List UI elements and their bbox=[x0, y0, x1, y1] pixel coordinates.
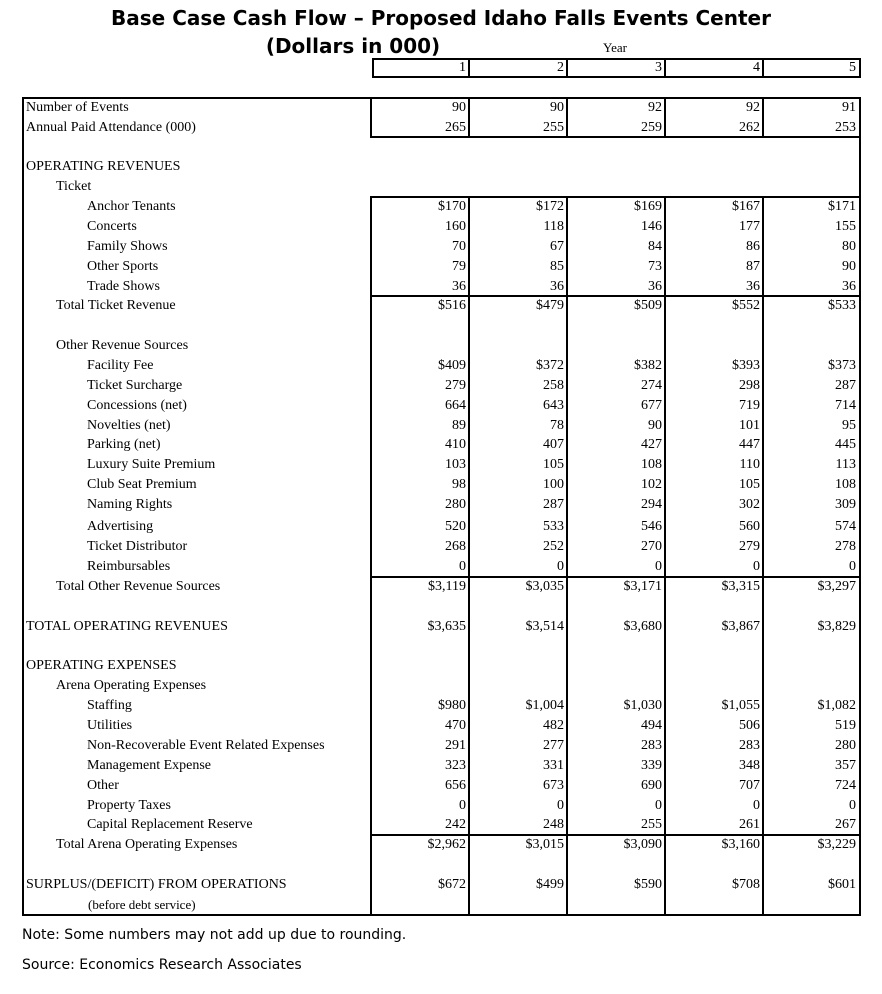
row-value: 331 bbox=[543, 758, 564, 773]
row-value: 160 bbox=[445, 219, 466, 234]
row-value: 101 bbox=[739, 418, 760, 433]
row-value: 90 bbox=[452, 100, 466, 115]
row-label: Number of Events bbox=[26, 100, 129, 115]
row-label: Other bbox=[87, 778, 119, 793]
row-label: Naming Rights bbox=[87, 497, 173, 512]
row-label: Novelties (net) bbox=[87, 418, 171, 433]
row-value: 95 bbox=[842, 418, 856, 433]
row-value: 248 bbox=[543, 817, 564, 832]
row-value: 407 bbox=[543, 437, 564, 452]
row-value: 664 bbox=[445, 398, 466, 413]
row-value: 86 bbox=[746, 239, 760, 254]
row-value: $601 bbox=[828, 877, 856, 892]
row-value: 283 bbox=[739, 738, 760, 753]
row-value: 445 bbox=[835, 437, 856, 452]
row-value: 177 bbox=[739, 219, 760, 234]
row-value: $2,962 bbox=[427, 837, 466, 852]
row-value: $3,514 bbox=[525, 619, 564, 634]
row-value: 724 bbox=[835, 778, 856, 793]
row-value: 0 bbox=[459, 559, 466, 574]
row-value: 309 bbox=[835, 497, 856, 512]
row-value: 155 bbox=[835, 219, 856, 234]
row-value: 0 bbox=[753, 559, 760, 574]
year-label: Year bbox=[603, 40, 627, 55]
row-label: Concerts bbox=[87, 219, 137, 234]
row-value: 277 bbox=[543, 738, 564, 753]
row-label: Anchor Tenants bbox=[87, 199, 176, 214]
row-value: 255 bbox=[641, 817, 662, 832]
row-value: 78 bbox=[550, 418, 564, 433]
row-value: $3,119 bbox=[428, 579, 466, 594]
row-value: 519 bbox=[835, 718, 856, 733]
row-value: 258 bbox=[543, 378, 564, 393]
row-value: $499 bbox=[536, 877, 564, 892]
row-label: Annual Paid Attendance (000) bbox=[26, 120, 196, 135]
row-value: 0 bbox=[753, 798, 760, 813]
row-value: 427 bbox=[641, 437, 662, 452]
year-header-divider bbox=[664, 58, 666, 78]
row-value: 84 bbox=[648, 239, 662, 254]
row-label: Reimbursables bbox=[87, 559, 171, 574]
row-value: 70 bbox=[452, 239, 466, 254]
row-value: 89 bbox=[452, 418, 466, 433]
row-value: 270 bbox=[641, 539, 662, 554]
row-value: 146 bbox=[641, 219, 662, 234]
row-value: 98 bbox=[452, 477, 466, 492]
row-label: Facility Fee bbox=[87, 358, 154, 373]
year-header-divider bbox=[468, 58, 470, 78]
row-value: 36 bbox=[452, 279, 466, 294]
row-label: Ticket bbox=[56, 179, 92, 194]
row-value: 105 bbox=[739, 477, 760, 492]
row-value: $3,035 bbox=[525, 579, 564, 594]
row-value: $1,030 bbox=[623, 698, 662, 713]
row-value: 707 bbox=[739, 778, 760, 793]
row-value: 36 bbox=[746, 279, 760, 294]
row-value: 73 bbox=[648, 259, 662, 274]
row-value: 494 bbox=[641, 718, 662, 733]
row-value: 36 bbox=[648, 279, 662, 294]
row-value: 113 bbox=[835, 457, 856, 472]
row-value: 91 bbox=[842, 100, 856, 115]
row-value: 298 bbox=[739, 378, 760, 393]
source-note: Source: Economics Research Associates bbox=[22, 957, 302, 973]
rounding-note: Note: Some numbers may not add up due to rounding. bbox=[22, 927, 407, 943]
row-value: $3,680 bbox=[623, 619, 662, 634]
year-header-4: 4 bbox=[753, 60, 760, 75]
row-value: 252 bbox=[543, 539, 564, 554]
row-label: Other Sports bbox=[87, 259, 159, 274]
row-value: 279 bbox=[445, 378, 466, 393]
row-value: 0 bbox=[557, 798, 564, 813]
row-label: Club Seat Premium bbox=[87, 477, 197, 492]
row-value: $672 bbox=[438, 877, 466, 892]
row-value: 410 bbox=[445, 437, 466, 452]
row-value: 0 bbox=[459, 798, 466, 813]
table-subtitle: (Dollars in 000) bbox=[265, 34, 441, 58]
row-value: 0 bbox=[557, 559, 564, 574]
row-value: $479 bbox=[536, 298, 564, 313]
row-label: SURPLUS/(DEFICIT) FROM OPERATIONS bbox=[26, 877, 287, 892]
row-value: 447 bbox=[739, 437, 760, 452]
row-value: $1,055 bbox=[721, 698, 760, 713]
row-value: 656 bbox=[445, 778, 466, 793]
row-value: $590 bbox=[634, 877, 662, 892]
row-value: 279 bbox=[739, 539, 760, 554]
year-header-3: 3 bbox=[655, 60, 662, 75]
row-value: 520 bbox=[445, 519, 466, 534]
row-value: $3,090 bbox=[623, 837, 662, 852]
row-value: 506 bbox=[739, 718, 760, 733]
row-value: 291 bbox=[445, 738, 466, 753]
row-value: 348 bbox=[739, 758, 760, 773]
row-value: 90 bbox=[842, 259, 856, 274]
row-value: $552 bbox=[732, 298, 760, 313]
row-value: 105 bbox=[543, 457, 564, 472]
row-value: 87 bbox=[746, 259, 760, 274]
row-label: Property Taxes bbox=[87, 798, 171, 813]
row-value: 0 bbox=[655, 559, 662, 574]
row-label: Total Ticket Revenue bbox=[56, 298, 176, 313]
row-value: $372 bbox=[536, 358, 564, 373]
row-value: 482 bbox=[543, 718, 564, 733]
row-value: $3,297 bbox=[817, 579, 856, 594]
row-value: 255 bbox=[543, 120, 564, 135]
row-value: 533 bbox=[543, 519, 564, 534]
row-value: 323 bbox=[445, 758, 466, 773]
row-value: $409 bbox=[438, 358, 466, 373]
row-label: Non-Recoverable Event Related Expenses bbox=[87, 738, 325, 753]
row-value: 0 bbox=[849, 798, 856, 813]
year-header-divider bbox=[762, 58, 764, 78]
row-value: $172 bbox=[536, 199, 564, 214]
row-value: 92 bbox=[746, 100, 760, 115]
row-value: 268 bbox=[445, 539, 466, 554]
row-value: $169 bbox=[634, 199, 662, 214]
row-value: $393 bbox=[732, 358, 760, 373]
row-value: $171 bbox=[828, 199, 856, 214]
row-value: 85 bbox=[550, 259, 564, 274]
row-value: $708 bbox=[732, 877, 760, 892]
row-value: $3,867 bbox=[721, 619, 760, 634]
row-label: OPERATING REVENUES bbox=[26, 159, 181, 174]
row-label: Concessions (net) bbox=[87, 398, 187, 413]
row-value: 261 bbox=[739, 817, 760, 832]
row-value: 79 bbox=[452, 259, 466, 274]
row-value: 302 bbox=[739, 497, 760, 512]
row-value: 714 bbox=[835, 398, 856, 413]
row-value: $980 bbox=[438, 698, 466, 713]
row-label: Ticket Surcharge bbox=[87, 378, 183, 393]
row-label: Other Revenue Sources bbox=[56, 338, 189, 353]
row-label: TOTAL OPERATING REVENUES bbox=[26, 619, 228, 634]
row-value: 259 bbox=[641, 120, 662, 135]
row-label: Management Expense bbox=[87, 758, 212, 773]
row-value: 287 bbox=[543, 497, 564, 512]
row-value: 470 bbox=[445, 718, 466, 733]
row-label: Arena Operating Expenses bbox=[56, 678, 207, 693]
row-label: Total Other Revenue Sources bbox=[56, 579, 221, 594]
row-value: $170 bbox=[438, 199, 466, 214]
row-value: $167 bbox=[732, 199, 760, 214]
row-value: 102 bbox=[641, 477, 662, 492]
row-value: $3,160 bbox=[721, 837, 760, 852]
row-value: 0 bbox=[655, 798, 662, 813]
year-header-1: 1 bbox=[459, 60, 466, 75]
row-value: 643 bbox=[543, 398, 564, 413]
row-value: 36 bbox=[842, 279, 856, 294]
row-label: OPERATING EXPENSES bbox=[26, 658, 177, 673]
row-value: 357 bbox=[835, 758, 856, 773]
row-label: Utilities bbox=[87, 718, 133, 733]
row-value: $509 bbox=[634, 298, 662, 313]
row-value: 103 bbox=[445, 457, 466, 472]
row-value: $1,082 bbox=[817, 698, 856, 713]
row-value: 287 bbox=[835, 378, 856, 393]
row-value: $3,829 bbox=[817, 619, 856, 634]
row-value: 92 bbox=[648, 100, 662, 115]
row-value: 0 bbox=[849, 559, 856, 574]
row-label: Trade Shows bbox=[87, 279, 160, 294]
row-value: $373 bbox=[828, 358, 856, 373]
row-value: 118 bbox=[543, 219, 564, 234]
row-value: 278 bbox=[835, 539, 856, 554]
row-value: 560 bbox=[739, 519, 760, 534]
row-label: Total Arena Operating Expenses bbox=[56, 837, 238, 852]
row-value: 546 bbox=[641, 519, 662, 534]
row-value: 253 bbox=[835, 120, 856, 135]
row-value: 673 bbox=[543, 778, 564, 793]
row-value: 677 bbox=[641, 398, 662, 413]
row-label: Ticket Distributor bbox=[87, 539, 188, 554]
row-label: Family Shows bbox=[87, 239, 168, 254]
row-value: 108 bbox=[835, 477, 856, 492]
row-value: $382 bbox=[634, 358, 662, 373]
row-value: 294 bbox=[641, 497, 662, 512]
row-value: 262 bbox=[739, 120, 760, 135]
row-label: Staffing bbox=[87, 698, 132, 713]
row-value: 690 bbox=[641, 778, 662, 793]
year-header-5: 5 bbox=[849, 60, 856, 75]
row-value: 80 bbox=[842, 239, 856, 254]
row-label: Capital Replacement Reserve bbox=[87, 817, 253, 832]
row-value: 280 bbox=[835, 738, 856, 753]
row-value: 100 bbox=[543, 477, 564, 492]
row-value: 67 bbox=[550, 239, 564, 254]
row-value: 36 bbox=[550, 279, 564, 294]
row-value: 110 bbox=[739, 457, 760, 472]
row-value: $1,004 bbox=[525, 698, 564, 713]
row-label: Advertising bbox=[87, 519, 154, 534]
row-value: 90 bbox=[550, 100, 564, 115]
row-value: $3,229 bbox=[817, 837, 856, 852]
year-header-divider bbox=[566, 58, 568, 78]
row-value: 265 bbox=[445, 120, 466, 135]
row-value: 267 bbox=[835, 817, 856, 832]
row-value: $3,635 bbox=[427, 619, 466, 634]
row-value: 90 bbox=[648, 418, 662, 433]
table-title: Base Case Cash Flow – Proposed Idaho Falls Events Center bbox=[111, 6, 771, 30]
row-value: 283 bbox=[641, 738, 662, 753]
row-value: 242 bbox=[445, 817, 466, 832]
row-value: $3,015 bbox=[525, 837, 564, 852]
year-header-2: 2 bbox=[557, 60, 564, 75]
row-value: $3,171 bbox=[623, 579, 662, 594]
row-value: $3,315 bbox=[721, 579, 760, 594]
row-value: $533 bbox=[828, 298, 856, 313]
row-value: 280 bbox=[445, 497, 466, 512]
row-value: $516 bbox=[438, 298, 466, 313]
row-label: (before debt service) bbox=[88, 897, 196, 912]
row-label: Luxury Suite Premium bbox=[87, 457, 216, 472]
row-value: 339 bbox=[641, 758, 662, 773]
row-label: Parking (net) bbox=[87, 437, 161, 452]
row-value: 108 bbox=[641, 457, 662, 472]
row-value: 719 bbox=[739, 398, 760, 413]
row-value: 274 bbox=[641, 378, 662, 393]
row-value: 574 bbox=[835, 519, 856, 534]
